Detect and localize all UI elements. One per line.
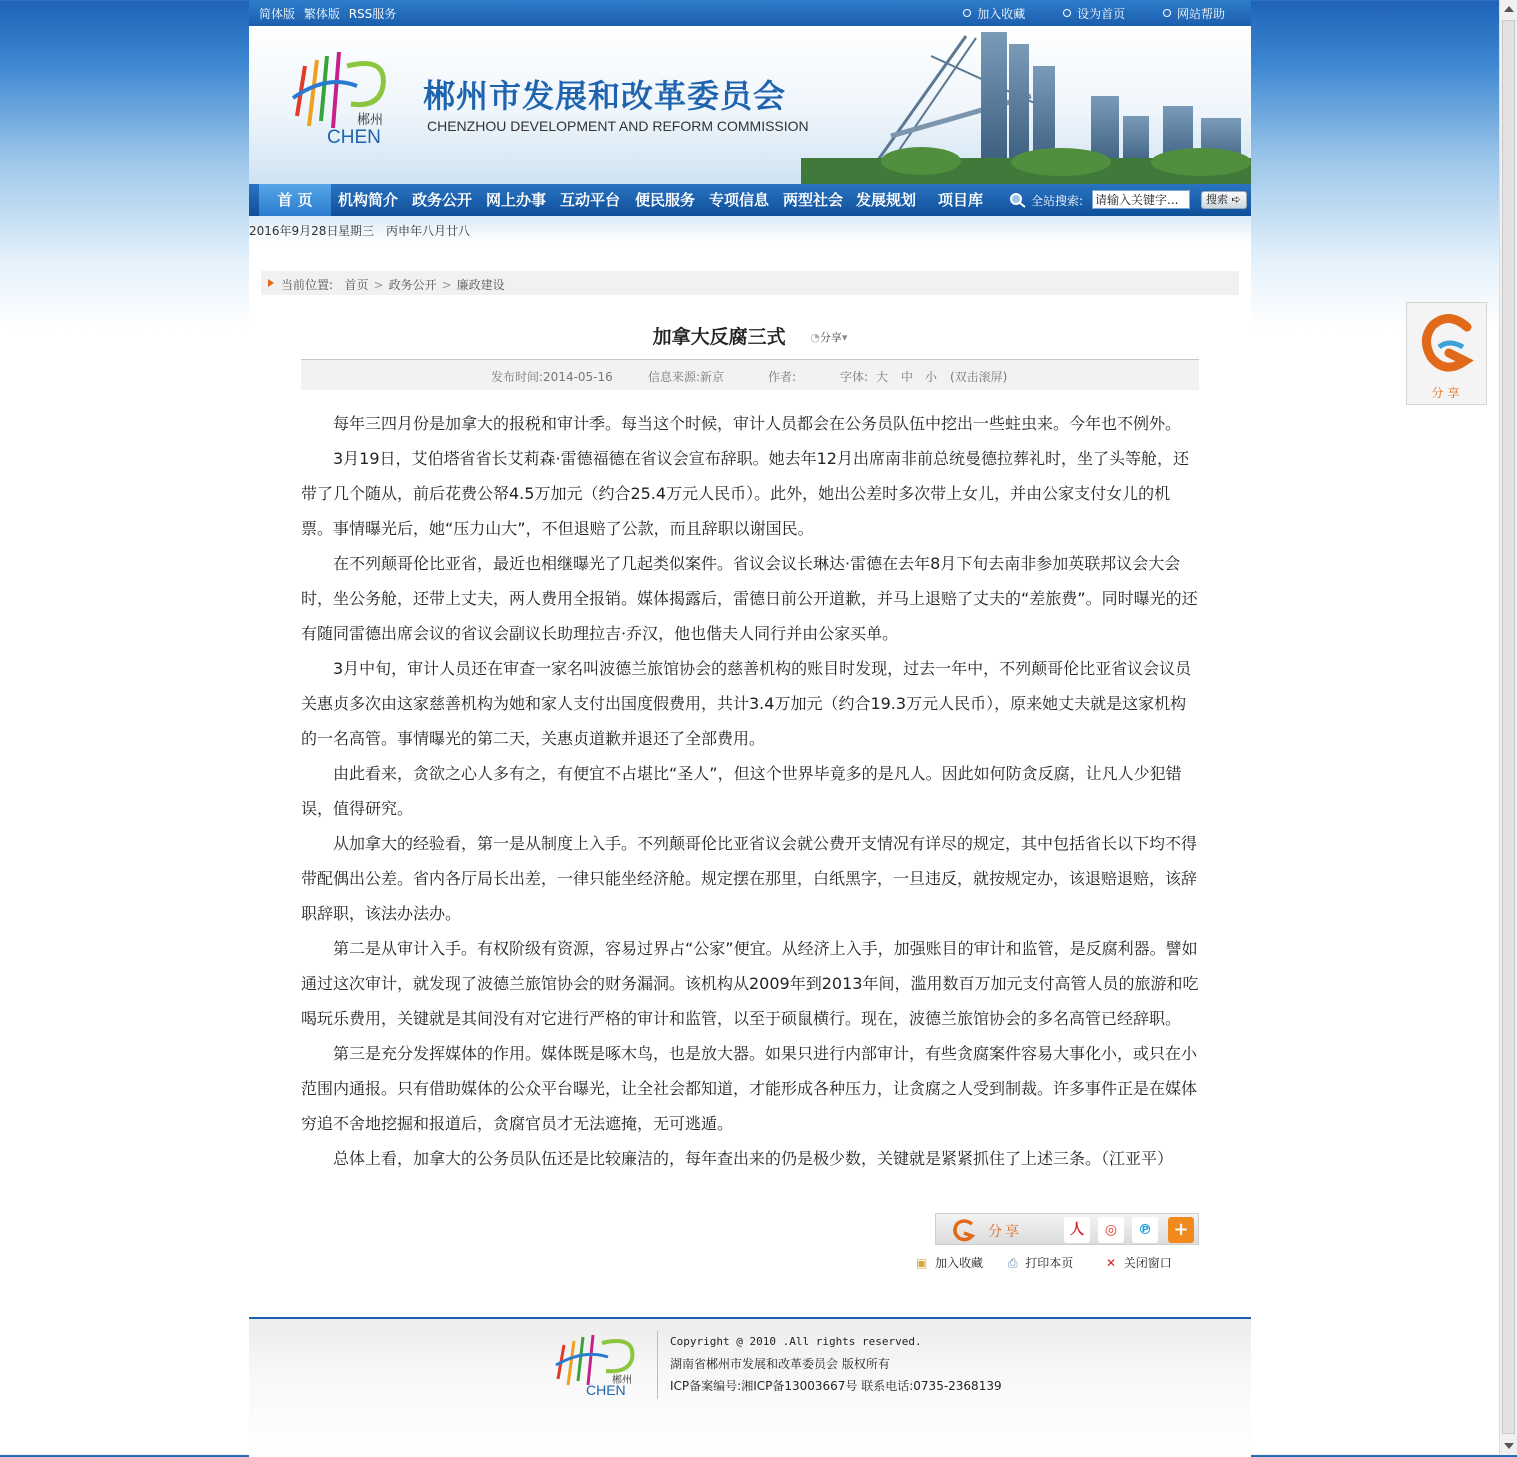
close-icon: ✕ — [1106, 1256, 1117, 1270]
site-help-link[interactable]: 网站帮助 — [1163, 7, 1225, 21]
header-banner — [249, 26, 1251, 184]
main-nav — [249, 184, 1251, 216]
current-weekday: 星期三 — [338, 224, 375, 238]
site-subtitle: CHENZHOU DEVELOPMENT AND REFORM COMMISSION — [427, 118, 809, 134]
floating-share-widget[interactable] — [1406, 302, 1487, 405]
article-body — [301, 406, 1199, 1176]
bullet-icon — [1063, 9, 1071, 17]
article-paragraph: 第二是从审计入手。有权阶级有资源，容易过界占“公家”便宜。从经济上入手，加强账目的审计和监管，是反腐利器。譬如通过这次审计，就发现了波德兰旅馆协会的财务漏洞。该机构从2009年到2013年间，滥用数百万加元支付高管人员的旅游和吃喝玩乐费用，关键就是其间没有对它进行严格的审计和监管，以至于硕鼠横行。现在，波德兰旅馆协会的多名高管已经辞职。 — [301, 939, 1199, 1028]
author: 作者: — [768, 370, 797, 384]
breadcrumb — [261, 271, 1239, 295]
article-paragraph: 3月19日，艾伯塔省省长艾莉森·雷德福德在省议会宣布辞职。她去年12月出席南非前总统曼德拉葬礼时，坐了头等舱，还带了几个随从，前后花费公帑4.5万加元（约合25.4万元人民币）。此外，她出公差时多次带上女儿，并由公家支付女儿的机票。事情曝光后，她“压力山大”，不但退赔了公款，而且辞职以谢国民。 — [301, 449, 1189, 538]
article-paragraph: 由此看来，贪欲之心人多有之，有便宜不占堪比“圣人”，但这个世界毕竟多的是凡人。因此如何防贪反腐，让凡人少犯错误，值得研究。 — [301, 764, 1182, 818]
breadcrumb-home[interactable]: 首页 — [344, 278, 369, 292]
nav-online-service[interactable]: 网上办事 — [486, 191, 547, 209]
close-window-tool[interactable]: ✕ 关闭窗口 — [1106, 1256, 1172, 1270]
font-large-link[interactable]: 大 — [876, 370, 889, 384]
article-paragraph: 第三是充分发挥媒体的作用。媒体既是啄木鸟，也是放大器。如果只进行内部审计，有些贪腐案件容易大事化小，或只在小范围内通报。只有借助媒体的公众平台曝光，让全社会都知道，才能形成各种压力，让贪腐之人受到制裁。许多事件正是在媒体穷追不舍地挖掘和报道后，贪腐官员才无法遮掩，无可逃遁。 — [301, 1044, 1198, 1133]
footer-info — [670, 1331, 1002, 1397]
nav-planning[interactable]: 发展规划 — [856, 191, 917, 209]
nav-projects[interactable]: 项目库 — [938, 191, 984, 209]
chevron-right-icon: > — [373, 278, 384, 292]
add-favorite-tool[interactable]: ▣ 加入收藏 — [916, 1256, 983, 1270]
city-skyline-illustration — [801, 26, 1251, 184]
font-small-link[interactable]: 小 — [925, 370, 938, 384]
owner-text: 湖南省郴州市发展和改革委员会 版权所有 — [670, 1357, 890, 1371]
chevron-right-icon: > — [441, 278, 452, 292]
more-share-button[interactable]: + — [1168, 1217, 1194, 1243]
nav-convenience[interactable]: 便民服务 — [635, 191, 696, 209]
article-paragraph: 3月中旬，审计人员还在审查一家名叫波德兰旅馆协会的慈善机构的账目时发现，过去一年中，不列颠哥伦比亚省议会议员关惠贞多次由这家慈善机构为她和家人支付出国度假费用，共计3.4万加元（约合19.3万元人民币），原来她丈夫就是这家机构的一名高管。事情曝光的第二天，关惠贞道歉并退还了全部费用。 — [301, 659, 1192, 748]
copyright-text: Copyright @ 2010 .All rights reserved. — [670, 1335, 922, 1348]
info-source: 信息来源:新京 — [648, 370, 725, 384]
share-logo-icon — [1419, 311, 1477, 377]
tencent-share-icon[interactable]: ℗ — [1132, 1217, 1158, 1243]
footer — [249, 1317, 1251, 1457]
nav-interaction[interactable]: 互动平台 — [560, 191, 621, 209]
nav-special-info[interactable]: 专项信息 — [709, 191, 770, 209]
search-button[interactable] — [1201, 191, 1247, 209]
breadcrumb-public-affairs[interactable]: 政务公开 — [388, 278, 437, 292]
breadcrumb-arrow-icon — [268, 279, 274, 287]
print-tool[interactable]: ⎙ 打印本页 — [1008, 1256, 1074, 1270]
icp-text: ICP备案编号:湘ICP备13003667号 联系电话:0735-2368139 — [670, 1379, 1002, 1393]
bullet-icon — [1163, 9, 1171, 17]
article-paragraph: 从加拿大的经验看，第一是从制度上入手。不列颠哥伦比亚省议会就公费开支情况有详尽的规定，其中包括省长以下均不得带配偶出公差。省内各厅局长出差，一律只能坐经济舱。规定摆在那里，白纸黑字，一旦违反，就按规定办，该退赔退赔，该辞职辞职，该法办法办。 — [301, 834, 1198, 923]
renren-share-icon[interactable]: 人 — [1064, 1217, 1090, 1243]
share-label: 分享 — [988, 1224, 1022, 1240]
share-dropdown-label: 分享 — [819, 331, 842, 344]
top-links — [929, 5, 1225, 22]
chenzhou-logo[interactable] — [287, 46, 399, 146]
article-title-row — [249, 322, 1251, 349]
folder-icon: ▣ — [916, 1256, 928, 1270]
scroll-up-arrow-icon[interactable] — [1504, 6, 1514, 12]
nav-public-affairs[interactable]: 政务公开 — [412, 191, 473, 209]
search-button-label: 搜索 — [1206, 193, 1228, 206]
site-title: 郴州市发展和改革委员会 — [423, 77, 787, 115]
share-bar — [935, 1213, 1199, 1245]
add-favorite-link[interactable]: 加入收藏 — [963, 7, 1025, 21]
printer-icon: ⎙ — [1008, 1256, 1018, 1270]
date-bar — [249, 216, 1251, 242]
nav-about[interactable]: 机构简介 — [338, 191, 399, 209]
language-links — [259, 5, 401, 22]
svg-text:CHEN: CHEN — [586, 1382, 626, 1397]
set-homepage-link[interactable]: 设为首页 — [1063, 7, 1125, 21]
floating-share-label: 分享 — [1431, 386, 1464, 400]
share-dropdown[interactable] — [810, 331, 847, 344]
magnifier-icon — [1009, 192, 1027, 208]
svg-text:郴州: 郴州 — [612, 1375, 632, 1386]
caret-down-icon: ▾ — [841, 331, 848, 344]
font-medium-link[interactable]: 中 — [901, 370, 914, 384]
lunar-date: 丙申年八月廿八 — [386, 224, 471, 238]
rss-link[interactable]: RSS服务 — [348, 7, 397, 21]
svg-text:CHEN: CHEN — [327, 127, 381, 146]
search-label: 全站搜索: — [1031, 194, 1084, 208]
bullet-icon — [963, 9, 971, 17]
current-date: 2016年9月28日 — [249, 224, 339, 238]
traditional-link[interactable]: 繁体版 — [303, 7, 340, 21]
breadcrumb-label: 当前位置: — [281, 278, 334, 292]
breadcrumb-clean-government[interactable]: 廉政建设 — [456, 278, 505, 292]
nav-home[interactable]: 首 页 — [259, 184, 331, 216]
vertical-scrollbar[interactable] — [1499, 0, 1517, 1455]
article-paragraph: 总体上看，加拿大的公务员队伍还是比较廉洁的，每年查出来的仍是极少数，关键就是紧紧抓住了上述三条。（江亚平） — [333, 1149, 1174, 1168]
footer-logo — [552, 1331, 647, 1397]
scrollbar-thumb[interactable] — [1502, 20, 1515, 1434]
footer-divider — [657, 1331, 658, 1399]
article-meta — [301, 359, 1199, 390]
top-strip — [249, 0, 1251, 26]
scroll-hint: (双击滚屏) — [950, 370, 1008, 384]
publish-time: 发布时间:2014-05-16 — [491, 370, 613, 384]
font-size-label: 字体: — [840, 370, 869, 384]
scroll-down-arrow-icon[interactable] — [1504, 1443, 1514, 1449]
article-paragraph: 每年三四月份是加拿大的报税和审计季。每当这个时候，审计人员都会在公务员队伍中挖出一些蛀虫来。今年也不例外。 — [333, 414, 1182, 433]
article-title: 加拿大反腐三式 — [652, 326, 786, 348]
nav-two-type-society[interactable]: 两型社会 — [783, 191, 844, 209]
arrow-right-icon: ➪ — [1231, 193, 1241, 206]
search-input[interactable] — [1092, 190, 1190, 209]
svg-text:郴州: 郴州 — [357, 113, 384, 128]
page-container — [249, 0, 1251, 1455]
share-logo-icon[interactable] — [952, 1218, 976, 1242]
article-paragraph: 在不列颠哥伦比亚省，最近也相继曝光了几起类似案件。省议会议长琳达·雷德在去年8月下旬去南非参加英联邦议会大会时，坐公务舱，还带上丈夫，两人费用全报销。媒体揭露后，雷德日前公开道歉，并马上退赔了丈夫的“差旅费”。同时曝光的还有随同雷德出席会议的省议会副议长助理拉吉·乔汉，他也偕夫人同行并由公家买单。 — [301, 554, 1198, 643]
share-small-icon: ◔ — [810, 331, 820, 344]
simplified-link[interactable]: 简体版 — [259, 7, 296, 21]
weibo-share-icon[interactable]: ◎ — [1098, 1217, 1124, 1243]
